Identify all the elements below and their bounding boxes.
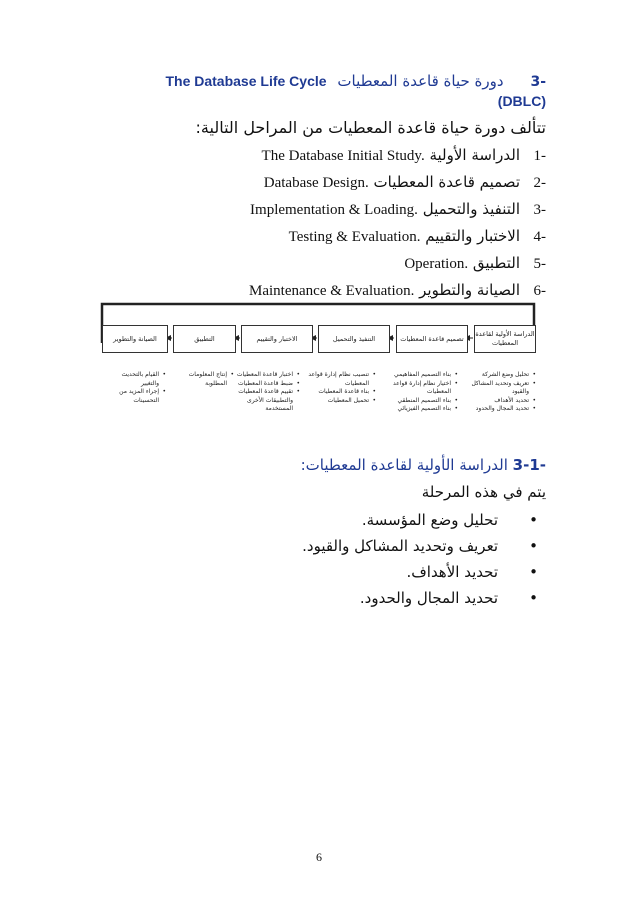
section-heading (165, 72, 546, 90)
stage-box-operation: التطبيق (173, 325, 236, 353)
stage-box-testing: الاختبار والتقييم (241, 325, 313, 353)
list-item: •تعريف وتحديد المشاكل والقيود. (302, 537, 538, 555)
phase-intro: يتم في هذه المرحلة (421, 483, 546, 501)
stage-bullets-initial-study: • تحليل وضع الشركة • تعريف وتحديد المشاكل والقيود • تحديد الأهداف • تحديد المجال والحدود (468, 371, 536, 414)
stage-box-maintenance: الصيانة والتطوير (102, 325, 168, 353)
stage-item: -3التنفيذ والتحميل Implementation & Loading. (250, 200, 546, 218)
intro-text: تتألف دورة حياة قاعدة المعطيات من المراحل التالية: (195, 118, 546, 137)
stage-box-initial-study: الدراسة الأولية لقاعدة المعطيات (474, 325, 536, 353)
life-cycle-diagram (98, 298, 538, 458)
subsection-title: الدراسة الأولية لقاعدة المعطيات: (300, 456, 508, 474)
stage-bullets-maintenance: • القيام بالتحديث والتغيير • إجراء المزيد من التحسينات (102, 371, 166, 405)
page-number: 6 (316, 850, 322, 864)
stage-box-design: تصميم قاعدة المعطيات (396, 325, 468, 353)
section-title-en: The Database Life Cycle (165, 73, 327, 89)
section-title-ar: دورة حياة قاعدة المعطيات (337, 72, 504, 90)
stage-item: -4الاختبار والتقييم Testing & Evaluation. (288, 227, 546, 245)
list-item: •تحديد المجال والحدود. (359, 589, 538, 607)
stage-item: -1الدراسة الأولية The Database Initial Study. (261, 146, 546, 164)
list-item: •تحديد الأهداف. (406, 563, 538, 581)
stage-box-implementation: التنفيذ والتحميل (318, 325, 390, 353)
list-item: •تحليل وضع المؤسسة. (361, 511, 538, 529)
stage-bullets-design: • بناء التصميم المفاهيمي • اختيار نظام إدارة قواعد المعطيات • بناء التصميم المنطقي • بناء التصميم الفيزيائي (380, 371, 458, 414)
stage-bullets-operation: • إنتاج المعلومات المطلوبة (168, 371, 234, 388)
stage-item: -6الصيانة والتطوير Maintenance & Evaluation. (249, 281, 546, 299)
section-abbrev: (DBLC) (497, 93, 546, 109)
section-number: -3 (530, 74, 546, 90)
subsection-heading (301, 456, 546, 474)
stage-bullets-implementation: • تنصيب نظام إدارة قواعد المعطيات • بناء قاعدة المعطيات • تحميل المعطيات (304, 371, 376, 405)
stage-item: -5التطبيق Operation. (404, 254, 546, 272)
stage-bullets-testing: • اختبار قاعدة المعطيات • ضبط قاعدة المعطيات • تقييم قاعدة المعطيات والتطبيقات الأخرى المستخدمة (228, 371, 300, 414)
subsection-number: -3-1 (512, 456, 546, 474)
stage-item: -2تصميم قاعدة المعطيات Database Design. (263, 173, 546, 191)
